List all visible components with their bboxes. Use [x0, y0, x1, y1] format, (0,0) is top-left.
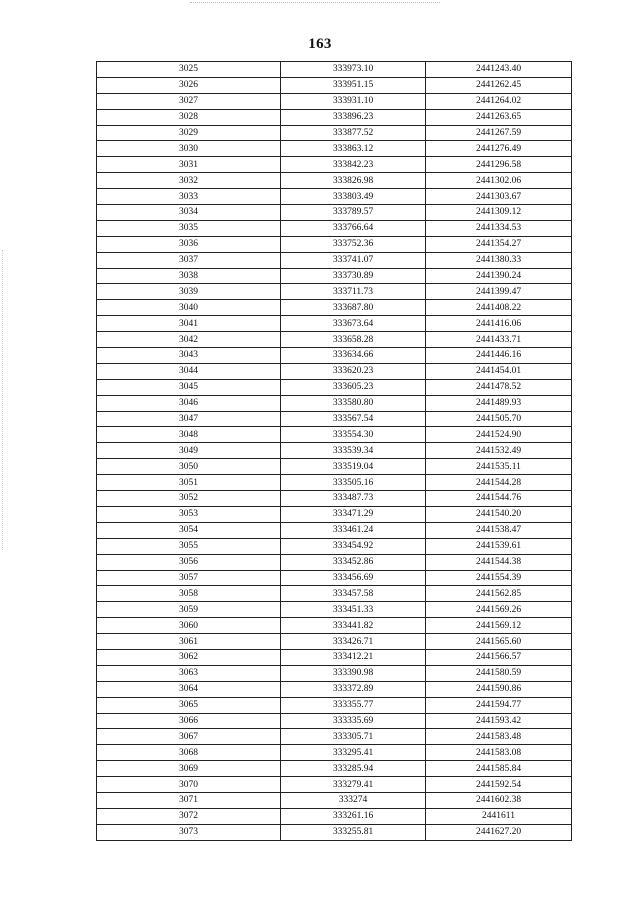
x-coordinate-cell: 333519.04	[281, 459, 426, 475]
point-number-cell: 3030	[97, 141, 281, 157]
table-row	[97, 459, 572, 475]
x-coordinate-cell: 333454.92	[281, 538, 426, 554]
x-coordinate-cell: 333355.77	[281, 697, 426, 713]
x-coordinate-cell: 333372.89	[281, 681, 426, 697]
table-row	[97, 141, 572, 157]
x-coordinate-cell: 333951.15	[281, 77, 426, 93]
y-coordinate-cell: 2441593.42	[426, 713, 572, 729]
x-coordinate-cell: 333451.33	[281, 602, 426, 618]
x-coordinate-cell: 333826.98	[281, 173, 426, 189]
table-row	[97, 379, 572, 395]
point-number-cell: 3035	[97, 220, 281, 236]
x-coordinate-cell: 333863.12	[281, 141, 426, 157]
point-number-cell: 3041	[97, 316, 281, 332]
table-row	[97, 586, 572, 602]
table-row	[97, 173, 572, 189]
y-coordinate-cell: 2441627.20	[426, 824, 572, 840]
x-coordinate-cell: 333620.23	[281, 363, 426, 379]
point-number-cell: 3039	[97, 284, 281, 300]
x-coordinate-cell: 333711.73	[281, 284, 426, 300]
page-number: 163	[308, 36, 332, 52]
x-coordinate-cell: 333877.52	[281, 125, 426, 141]
point-number-cell: 3049	[97, 443, 281, 459]
scan-artifact-left-edge	[2, 250, 3, 550]
point-number-cell: 3063	[97, 665, 281, 681]
table-row	[97, 570, 572, 586]
point-number-cell: 3038	[97, 268, 281, 284]
point-number-cell: 3027	[97, 93, 281, 109]
y-coordinate-cell: 2441309.12	[426, 205, 572, 221]
y-coordinate-cell: 2441267.59	[426, 125, 572, 141]
coordinates-table-body	[97, 62, 572, 841]
point-number-cell: 3058	[97, 586, 281, 602]
x-coordinate-cell: 333789.57	[281, 205, 426, 221]
point-number-cell: 3044	[97, 363, 281, 379]
y-coordinate-cell: 2441594.77	[426, 697, 572, 713]
x-coordinate-cell: 333766.64	[281, 220, 426, 236]
y-coordinate-cell: 2441540.20	[426, 506, 572, 522]
y-coordinate-cell: 2441446.16	[426, 348, 572, 364]
y-coordinate-cell: 2441569.12	[426, 618, 572, 634]
y-coordinate-cell: 2441354.27	[426, 236, 572, 252]
x-coordinate-cell: 333305.71	[281, 729, 426, 745]
point-number-cell: 3037	[97, 252, 281, 268]
point-number-cell: 3052	[97, 491, 281, 507]
y-coordinate-cell: 2441303.67	[426, 189, 572, 205]
x-coordinate-cell: 333274	[281, 792, 426, 808]
table-row	[97, 348, 572, 364]
y-coordinate-cell: 2441583.48	[426, 729, 572, 745]
y-coordinate-cell: 2441390.24	[426, 268, 572, 284]
x-coordinate-cell: 333730.89	[281, 268, 426, 284]
y-coordinate-cell: 2441592.54	[426, 777, 572, 793]
point-number-cell: 3028	[97, 109, 281, 125]
x-coordinate-cell: 333741.07	[281, 252, 426, 268]
y-coordinate-cell: 2441263.65	[426, 109, 572, 125]
y-coordinate-cell: 2441580.59	[426, 665, 572, 681]
x-coordinate-cell: 333554.30	[281, 427, 426, 443]
y-coordinate-cell: 2441590.86	[426, 681, 572, 697]
point-number-cell: 3056	[97, 554, 281, 570]
y-coordinate-cell: 2441489.93	[426, 395, 572, 411]
y-coordinate-cell: 2441532.49	[426, 443, 572, 459]
y-coordinate-cell: 2441408.22	[426, 300, 572, 316]
point-number-cell: 3057	[97, 570, 281, 586]
table-row	[97, 332, 572, 348]
table-row	[97, 713, 572, 729]
table-row	[97, 316, 572, 332]
table-row	[97, 618, 572, 634]
y-coordinate-cell: 2441296.58	[426, 157, 572, 173]
y-coordinate-cell: 2441538.47	[426, 522, 572, 538]
x-coordinate-cell: 333567.54	[281, 411, 426, 427]
x-coordinate-cell: 333634.66	[281, 348, 426, 364]
y-coordinate-cell: 2441302.06	[426, 173, 572, 189]
x-coordinate-cell: 333842.23	[281, 157, 426, 173]
x-coordinate-cell: 333687.80	[281, 300, 426, 316]
y-coordinate-cell: 2441554.39	[426, 570, 572, 586]
x-coordinate-cell: 333471.29	[281, 506, 426, 522]
point-number-cell: 3043	[97, 348, 281, 364]
table-row	[97, 284, 572, 300]
y-coordinate-cell: 2441585.84	[426, 761, 572, 777]
point-number-cell: 3050	[97, 459, 281, 475]
y-coordinate-cell: 2441505.70	[426, 411, 572, 427]
table-row	[97, 824, 572, 840]
x-coordinate-cell: 333456.69	[281, 570, 426, 586]
x-coordinate-cell: 333441.82	[281, 618, 426, 634]
x-coordinate-cell: 333752.36	[281, 236, 426, 252]
table-row	[97, 411, 572, 427]
point-number-cell: 3065	[97, 697, 281, 713]
point-number-cell: 3045	[97, 379, 281, 395]
table-row	[97, 681, 572, 697]
x-coordinate-cell: 333295.41	[281, 745, 426, 761]
point-number-cell: 3059	[97, 602, 281, 618]
y-coordinate-cell: 2441262.45	[426, 77, 572, 93]
table-row	[97, 745, 572, 761]
x-coordinate-cell: 333461.24	[281, 522, 426, 538]
point-number-cell: 3032	[97, 173, 281, 189]
point-number-cell: 3046	[97, 395, 281, 411]
point-number-cell: 3026	[97, 77, 281, 93]
table-row	[97, 602, 572, 618]
point-number-cell: 3047	[97, 411, 281, 427]
x-coordinate-cell: 333279.41	[281, 777, 426, 793]
point-number-cell: 3072	[97, 808, 281, 824]
table-row	[97, 792, 572, 808]
table-row	[97, 443, 572, 459]
point-number-cell: 3042	[97, 332, 281, 348]
table-row	[97, 157, 572, 173]
point-number-cell: 3025	[97, 62, 281, 78]
point-number-cell: 3070	[97, 777, 281, 793]
y-coordinate-cell: 2441611	[426, 808, 572, 824]
point-number-cell: 3034	[97, 205, 281, 221]
table-row	[97, 808, 572, 824]
point-number-cell: 3060	[97, 618, 281, 634]
table-row	[97, 189, 572, 205]
x-coordinate-cell: 333931.10	[281, 93, 426, 109]
table-row	[97, 665, 572, 681]
x-coordinate-cell: 333255.81	[281, 824, 426, 840]
point-number-cell: 3062	[97, 649, 281, 665]
table-row	[97, 475, 572, 491]
table-row	[97, 427, 572, 443]
point-number-cell: 3066	[97, 713, 281, 729]
x-coordinate-cell: 333658.28	[281, 332, 426, 348]
point-number-cell: 3064	[97, 681, 281, 697]
y-coordinate-cell: 2441539.61	[426, 538, 572, 554]
y-coordinate-cell: 2441399.47	[426, 284, 572, 300]
table-row	[97, 268, 572, 284]
point-number-cell: 3054	[97, 522, 281, 538]
table-row	[97, 538, 572, 554]
y-coordinate-cell: 2441478.52	[426, 379, 572, 395]
table-row	[97, 522, 572, 538]
point-number-cell: 3051	[97, 475, 281, 491]
point-number-cell: 3071	[97, 792, 281, 808]
y-coordinate-cell: 2441264.02	[426, 93, 572, 109]
point-number-cell: 3033	[97, 189, 281, 205]
table-row	[97, 777, 572, 793]
point-number-cell: 3069	[97, 761, 281, 777]
table-row	[97, 554, 572, 570]
y-coordinate-cell: 2441544.76	[426, 491, 572, 507]
table-row	[97, 205, 572, 221]
y-coordinate-cell: 2441416.06	[426, 316, 572, 332]
x-coordinate-cell: 333457.58	[281, 586, 426, 602]
point-number-cell: 3073	[97, 824, 281, 840]
y-coordinate-cell: 2441380.33	[426, 252, 572, 268]
y-coordinate-cell: 2441535.11	[426, 459, 572, 475]
point-number-cell: 3040	[97, 300, 281, 316]
x-coordinate-cell: 333426.71	[281, 634, 426, 650]
x-coordinate-cell: 333390.98	[281, 665, 426, 681]
y-coordinate-cell: 2441565.60	[426, 634, 572, 650]
point-number-cell: 3068	[97, 745, 281, 761]
x-coordinate-cell: 333335.69	[281, 713, 426, 729]
table-row	[97, 109, 572, 125]
table-row	[97, 506, 572, 522]
x-coordinate-cell: 333605.23	[281, 379, 426, 395]
x-coordinate-cell: 333505.16	[281, 475, 426, 491]
y-coordinate-cell: 2441276.49	[426, 141, 572, 157]
y-coordinate-cell: 2441566.57	[426, 649, 572, 665]
y-coordinate-cell: 2441569.26	[426, 602, 572, 618]
table-row	[97, 761, 572, 777]
y-coordinate-cell: 2441544.28	[426, 475, 572, 491]
point-number-cell: 3029	[97, 125, 281, 141]
table-row	[97, 363, 572, 379]
table-row	[97, 491, 572, 507]
table-row	[97, 62, 572, 78]
table-row	[97, 634, 572, 650]
y-coordinate-cell: 2441243.40	[426, 62, 572, 78]
table-row	[97, 300, 572, 316]
y-coordinate-cell: 2441433.71	[426, 332, 572, 348]
y-coordinate-cell: 2441454.01	[426, 363, 572, 379]
table-row	[97, 77, 572, 93]
table-row	[97, 220, 572, 236]
table-row	[97, 649, 572, 665]
y-coordinate-cell: 2441583.08	[426, 745, 572, 761]
x-coordinate-cell: 333973.10	[281, 62, 426, 78]
x-coordinate-cell: 333580.80	[281, 395, 426, 411]
table-row	[97, 395, 572, 411]
scan-artifact-top-line	[190, 2, 440, 3]
point-number-cell: 3036	[97, 236, 281, 252]
table-row	[97, 93, 572, 109]
point-number-cell: 3053	[97, 506, 281, 522]
x-coordinate-cell: 333539.34	[281, 443, 426, 459]
point-number-cell: 3031	[97, 157, 281, 173]
x-coordinate-cell: 333412.21	[281, 649, 426, 665]
table-row	[97, 236, 572, 252]
coordinates-table	[96, 61, 572, 841]
y-coordinate-cell: 2441524.90	[426, 427, 572, 443]
point-number-cell: 3055	[97, 538, 281, 554]
x-coordinate-cell: 333803.49	[281, 189, 426, 205]
table-row	[97, 697, 572, 713]
x-coordinate-cell: 333285.94	[281, 761, 426, 777]
point-number-cell: 3061	[97, 634, 281, 650]
y-coordinate-cell: 2441544.38	[426, 554, 572, 570]
table-row	[97, 125, 572, 141]
x-coordinate-cell: 333896.23	[281, 109, 426, 125]
x-coordinate-cell: 333261.16	[281, 808, 426, 824]
y-coordinate-cell: 2441562.85	[426, 586, 572, 602]
y-coordinate-cell: 2441334.53	[426, 220, 572, 236]
table-row	[97, 729, 572, 745]
point-number-cell: 3067	[97, 729, 281, 745]
x-coordinate-cell: 333673.64	[281, 316, 426, 332]
table-row	[97, 252, 572, 268]
x-coordinate-cell: 333452.86	[281, 554, 426, 570]
point-number-cell: 3048	[97, 427, 281, 443]
y-coordinate-cell: 2441602.38	[426, 792, 572, 808]
x-coordinate-cell: 333487.73	[281, 491, 426, 507]
